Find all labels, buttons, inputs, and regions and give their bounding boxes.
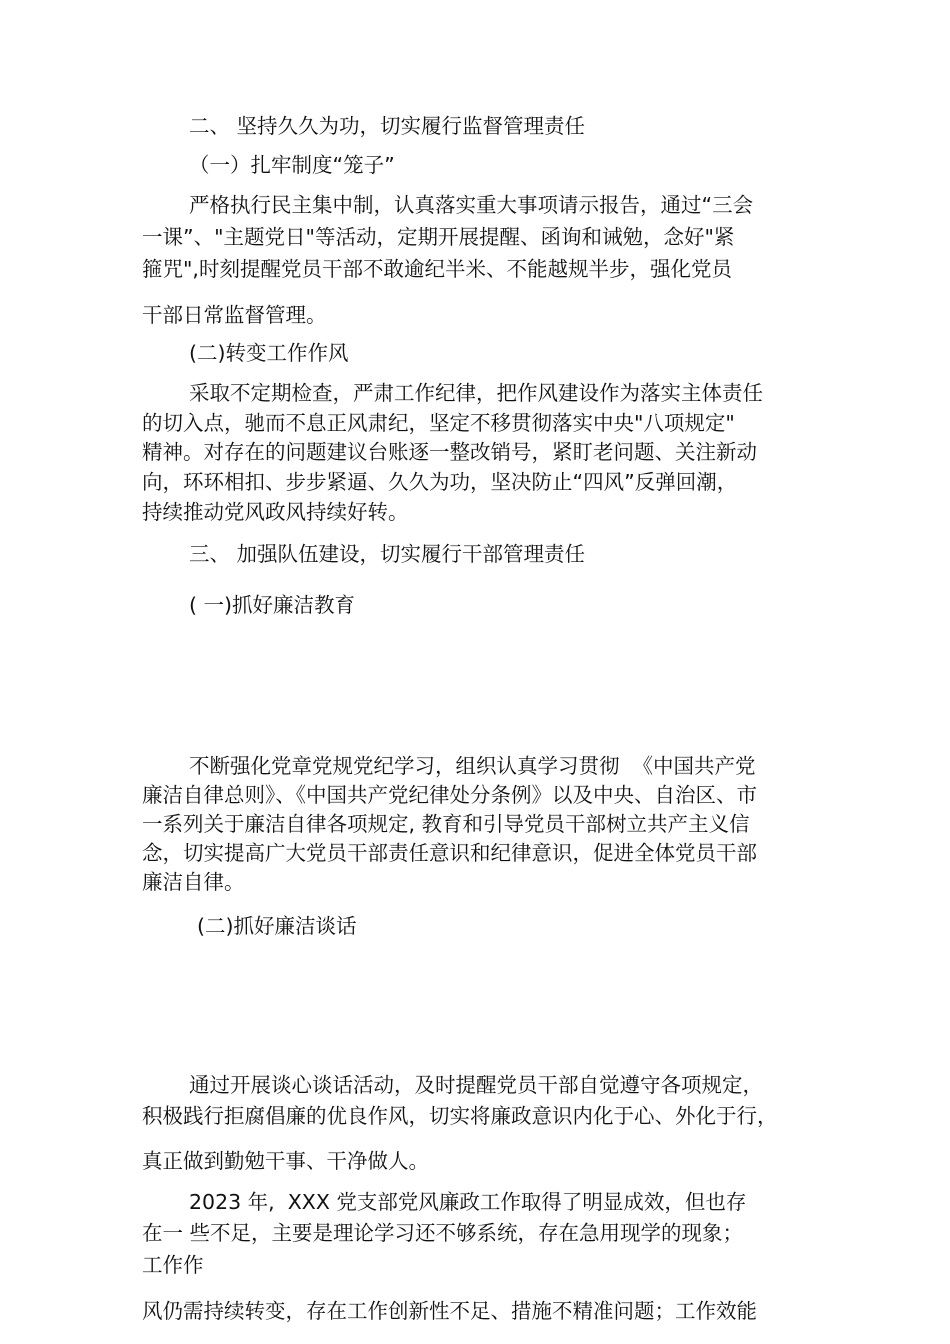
paragraph-line: 一系列关于廉洁自律各项规定, 教育和引导党员干部树立共产主义信	[142, 812, 750, 836]
subheading-2-1: （一）扎牢制度“笼子”	[189, 153, 395, 177]
paragraph-line: 廉洁自律。	[142, 870, 245, 894]
paragraph-line: 向，环环相扣、步步紧逼、久久为功，坚决防止“四风”反弹回潮，	[142, 470, 738, 494]
paragraph-line: 工作作	[142, 1253, 204, 1277]
paragraph-line: 一课”、"主题党日"等活动，定期开展提醒、函询和诫勉，念好"紧	[142, 225, 735, 249]
paragraph-line: 箍咒",时刻提醒党员干部不敢逾纪半米、不能越规半步，强化党员	[142, 257, 732, 281]
paragraph-line: 念，切实提高广大党员干部责任意识和纪律意识，促进全体党员干部	[142, 841, 757, 865]
paragraph-line: 不断强化党章党规党纪学习，组织认真学习贯彻 《中国共产党	[189, 754, 756, 778]
paragraph-line: 积极践行拒腐倡廉的优良作风，切实将廉政意识内化于心、外化于行，	[142, 1104, 778, 1128]
paragraph-line: 廉洁自律总则》、《中国共产党纪律处分条例》以及中央、自治区、市	[142, 783, 757, 807]
section-heading-2: 二、 坚持久久为功，切实履行监督管理责任	[189, 114, 586, 138]
subheading-3-2: (二)抓好廉洁谈话	[197, 914, 357, 938]
paragraph-line: 严格执行民主集中制，认真落实重大事项请示报告，通过“三会	[189, 193, 754, 217]
paragraph-line: 精神。对存在的问题建议台账逐一整改销号，紧盯老问题、关注新动	[142, 440, 757, 464]
subheading-2-2: (二)转变工作作风	[189, 341, 349, 365]
paragraph-line: 干部日常监督管理。	[142, 303, 327, 327]
paragraph-line: 持续推动党风政风持续好转。	[142, 500, 409, 524]
paragraph-line: 真正做到勤勉干事、干净做人。	[142, 1149, 429, 1173]
paragraph-line: 采取不定期检查，严肃工作纪律，把作风建设作为落实主体责任	[189, 381, 763, 405]
section-heading-3: 三、 加强队伍建设，切实履行干部管理责任	[189, 542, 586, 566]
paragraph-line: 风仍需持续转变，存在工作创新性不足、措施不精准问题；工作效能	[142, 1299, 757, 1323]
paragraph-line: 在一 些不足，主要是理论学习还不够系统，存在急用现学的现象；	[142, 1221, 744, 1245]
paragraph-line: 2023 年, XXX 党支部党风廉政工作取得了明显成效，但也存	[189, 1190, 747, 1214]
subheading-3-1: ( 一)抓好廉洁教育	[189, 593, 356, 617]
paragraph-line: 的切入点，驰而不息正风肃纪，坚定不移贯彻落实中央"八项规定"	[142, 411, 735, 435]
paragraph-line: 通过开展谈心谈话活动，及时提醒党员干部自觉遵守各项规定，	[189, 1073, 763, 1097]
